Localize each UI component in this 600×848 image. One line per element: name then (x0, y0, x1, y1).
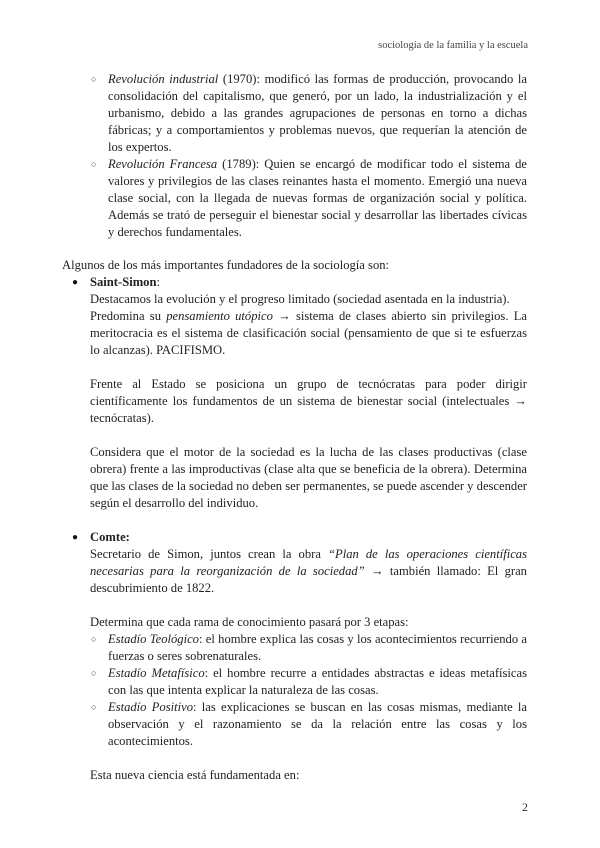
intro-text: Algunos de los más importantes fundadores de la sociología son: (62, 258, 390, 272)
section-title: Comte: (90, 530, 130, 544)
title-colon: : (156, 275, 160, 289)
paragraph: Secretario de Simon, juntos crean la obra “Plan de las operaciones científicas necesarias para la reorganización de la sociedad” → también llamado: El gran descubrimiento de 1822. (90, 547, 527, 595)
page-header: sociología de la familia y la escuela (378, 40, 528, 51)
year: (1970) (218, 72, 257, 86)
paragraph: Considera que el motor de la sociedad es la lucha de las clases productivas (clase obrera) frente a las improductivas (clase alta que se beneficia de la obrera). Determina que las clases de la sociedad no deben ser permanentes, se puede ascender y descender según el desarrollo del individuo. (90, 445, 527, 510)
document-body (62, 71, 528, 784)
list-item: ○ Estadío Positivo: las explicaciones se buscan en las cosas mismas, mediante la observación y el razonamiento se da la relación entre las cosas y los acontecimientos. (108, 699, 527, 750)
paragraph: Predomina su pensamiento utópico → sistema de clases abierto sin privilegios. La meritocracia es el sistema de clasificación social (pensamiento de que si te esfuerzas lo alcanzas). PACIFISMO. (90, 309, 527, 357)
paragraph: Destacamos la evolución y el progreso limitado (sociedad asentada en la industria). (90, 292, 510, 306)
page-number: 2 (522, 800, 528, 814)
paragraph: Esta nueva ciencia está fundamentada en: (90, 768, 300, 782)
year: (1789) (217, 157, 256, 171)
list-item (108, 156, 527, 241)
comte-section (72, 529, 528, 784)
stages-list (90, 631, 527, 750)
paragraph: Determina que cada rama de conocimiento pasará por 3 etapas: (90, 615, 409, 629)
paragraph: Frente al Estado se posiciona un grupo de tecnócratas para poder dirigir científicamente los fundamentos de un sistema de bienestar social (intelectuales → tecnócratas). (90, 377, 527, 425)
list-item: ○ Estadío Metafísico: el hombre recurre a entidades abstractas e ideas metafísicas con las que intenta explicar la naturaleza de las cosas. (108, 665, 527, 699)
list-item (108, 71, 527, 156)
bullet-icon: ● (72, 277, 79, 288)
revolutions-list (90, 71, 527, 241)
item-text: : modificó las formas de producción, provocando la consolidación del capitalismo, que generó, por un lado, la industrialización y el urbanismo, debido a las grandes agrupaciones de personas en torno a dichas fábricas; y a comportamientos y problemas nuevos, que requerían la atención de los expertos. (108, 72, 527, 154)
item-text: : Quien se encargó de modificar todo el sistema de valores y privilegios de las clases reinantes hasta el momento. Emergió una nueva clase social, con la llegada de nuevas formas de organización social y política. Además se trató de perseguir el bienestar social y desarrollar las libertades cívicas y derechos fundamentales. (108, 157, 527, 239)
bullet-icon: ● (72, 532, 79, 543)
term: Revolución industrial (108, 72, 219, 86)
list-item: ○ Estadío Teológico: el hombre explica las cosas y los acontecimientos recurriendo a fuerzas o seres sobrenaturales. (108, 631, 527, 665)
term: Revolución Francesa (108, 157, 218, 171)
saint-simon-section (72, 274, 527, 512)
section-title: Saint-Simon (90, 275, 157, 289)
